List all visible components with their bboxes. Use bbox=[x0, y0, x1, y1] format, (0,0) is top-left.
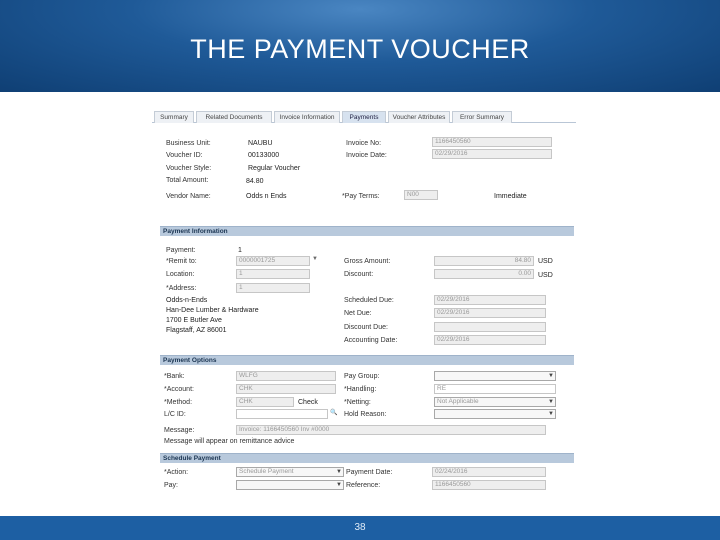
reference-label: Reference: bbox=[346, 482, 381, 489]
chevron-down-icon: ▼ bbox=[548, 411, 554, 417]
vendor-name-value: Odds n Ends bbox=[246, 193, 287, 200]
pay-group-select[interactable] bbox=[434, 371, 556, 381]
remit-to-lookup-icon[interactable]: ▼ bbox=[312, 256, 318, 262]
discount-due-label: Discount Due: bbox=[344, 324, 388, 331]
method-label: *Method: bbox=[164, 399, 193, 406]
slide-banner bbox=[0, 0, 720, 92]
accounting-date-label: Accounting Date: bbox=[344, 337, 398, 344]
page-number: 38 bbox=[354, 522, 366, 533]
vendor-name-label: Vendor Name: bbox=[166, 193, 211, 200]
net-due-field: 02/29/2016 bbox=[434, 308, 546, 318]
scheduled-due-label: Scheduled Due: bbox=[344, 297, 394, 304]
method-field[interactable]: CHK bbox=[236, 397, 294, 407]
remittance-note: Message will appear on remittance advice bbox=[164, 438, 295, 445]
remit-to-label: *Remit to: bbox=[166, 258, 197, 265]
pay-terms-desc: Immediate bbox=[494, 193, 527, 200]
business-unit-value: NAUBU bbox=[248, 140, 273, 147]
tab-payments[interactable]: Payments bbox=[342, 111, 386, 123]
netting-label: *Netting: bbox=[344, 399, 371, 406]
payment-information-header: Payment Information bbox=[160, 226, 574, 236]
voucher-id-value: 00133000 bbox=[248, 152, 280, 159]
bank-label: *Bank: bbox=[164, 373, 185, 380]
payment-date-field: 02/24/2016 bbox=[432, 467, 546, 477]
netting-select[interactable] bbox=[434, 397, 556, 407]
discount-currency: USD bbox=[538, 272, 553, 279]
gross-amount-field: 84.80 bbox=[434, 256, 534, 266]
voucher-style-value: Regular Voucher bbox=[248, 165, 301, 172]
remit-to-field[interactable]: 0000001725 bbox=[236, 256, 310, 266]
pay-select[interactable] bbox=[236, 480, 344, 490]
tab-bar bbox=[152, 111, 576, 123]
lc-id-field[interactable] bbox=[236, 409, 328, 419]
address-line-3: 1700 E Butler Ave bbox=[166, 317, 222, 324]
reference-field: 1166450560 bbox=[432, 480, 546, 490]
address-label: *Address: bbox=[166, 285, 197, 292]
tab-summary[interactable]: Summary bbox=[154, 111, 194, 123]
slide-title: THE PAYMENT VOUCHER bbox=[190, 34, 530, 64]
chevron-down-icon: ▼ bbox=[548, 373, 554, 379]
invoice-no-label: Invoice No: bbox=[346, 140, 382, 147]
location-field[interactable]: 1 bbox=[236, 269, 310, 279]
discount-field: 0.00 bbox=[434, 269, 534, 279]
invoice-no-field: 1166450560 bbox=[432, 137, 552, 147]
address-field[interactable]: 1 bbox=[236, 283, 310, 293]
payment-value: 1 bbox=[238, 247, 242, 254]
tab-related-documents[interactable]: Related Documents bbox=[196, 111, 272, 123]
payment-label: Payment: bbox=[166, 247, 196, 254]
account-field[interactable]: CHK bbox=[236, 384, 336, 394]
pay-terms-field[interactable]: N00 bbox=[404, 190, 438, 200]
invoice-date-field: 02/29/2016 bbox=[432, 149, 552, 159]
account-label: *Account: bbox=[164, 386, 194, 393]
lc-id-label: L/C ID: bbox=[164, 411, 186, 418]
pay-terms-label: *Pay Terms: bbox=[342, 193, 380, 200]
pay-label: Pay: bbox=[164, 482, 179, 489]
scheduled-due-field: 02/29/2016 bbox=[434, 295, 546, 305]
business-unit-label: Business Unit: bbox=[166, 140, 211, 147]
lc-id-lookup-icon[interactable]: 🔍 bbox=[330, 410, 338, 416]
address-line-2: Han-Dee Lumber & Hardware bbox=[166, 307, 259, 314]
discount-due-field bbox=[434, 322, 546, 332]
total-amount-value: 84.80 bbox=[246, 178, 264, 185]
tab-voucher-attributes[interactable]: Voucher Attributes bbox=[388, 111, 450, 123]
bank-field[interactable]: WLFG bbox=[236, 371, 336, 381]
net-due-label: Net Due: bbox=[344, 310, 372, 317]
voucher-id-label: Voucher ID: bbox=[166, 152, 203, 159]
action-label: *Action: bbox=[164, 469, 189, 476]
schedule-payment-header: Schedule Payment bbox=[160, 453, 574, 463]
voucher-screenshot bbox=[152, 105, 576, 497]
chevron-down-icon: ▼ bbox=[336, 469, 342, 475]
location-label: Location: bbox=[166, 271, 195, 278]
address-line-4: Flagstaff, AZ 86001 bbox=[166, 327, 227, 334]
voucher-style-label: Voucher Style: bbox=[166, 165, 212, 172]
message-label: Message: bbox=[164, 427, 195, 434]
gross-currency: USD bbox=[538, 258, 553, 265]
discount-label: Discount: bbox=[344, 271, 374, 278]
handling-field[interactable]: RE bbox=[434, 384, 556, 394]
total-amount-label: Total Amount: bbox=[166, 177, 209, 184]
method-desc: Check bbox=[298, 399, 318, 406]
payment-options-header: Payment Options bbox=[160, 355, 574, 365]
hold-reason-label: Hold Reason: bbox=[344, 411, 387, 418]
action-select[interactable] bbox=[236, 467, 344, 477]
action-value: Schedule Payment bbox=[239, 468, 294, 475]
invoice-date-label: Invoice Date: bbox=[346, 152, 387, 159]
chevron-down-icon: ▼ bbox=[548, 399, 554, 405]
chevron-down-icon: ▼ bbox=[336, 482, 342, 488]
tab-error-summary[interactable]: Error Summary bbox=[452, 111, 512, 123]
message-field[interactable]: Invoice: 1166450560 Inv #0000 bbox=[236, 425, 546, 435]
pay-group-label: Pay Group: bbox=[344, 373, 380, 380]
accounting-date-field: 02/29/2016 bbox=[434, 335, 546, 345]
address-line-1: Odds-n-Ends bbox=[166, 297, 208, 304]
tab-invoice-information[interactable]: Invoice Information bbox=[274, 111, 340, 123]
gross-amount-label: Gross Amount: bbox=[344, 258, 391, 265]
hold-reason-select[interactable] bbox=[434, 409, 556, 419]
slide-footer bbox=[0, 516, 720, 540]
handling-label: *Handling: bbox=[344, 386, 377, 393]
payment-date-label: Payment Date: bbox=[346, 469, 393, 476]
netting-value: Not Applicable bbox=[437, 398, 479, 405]
